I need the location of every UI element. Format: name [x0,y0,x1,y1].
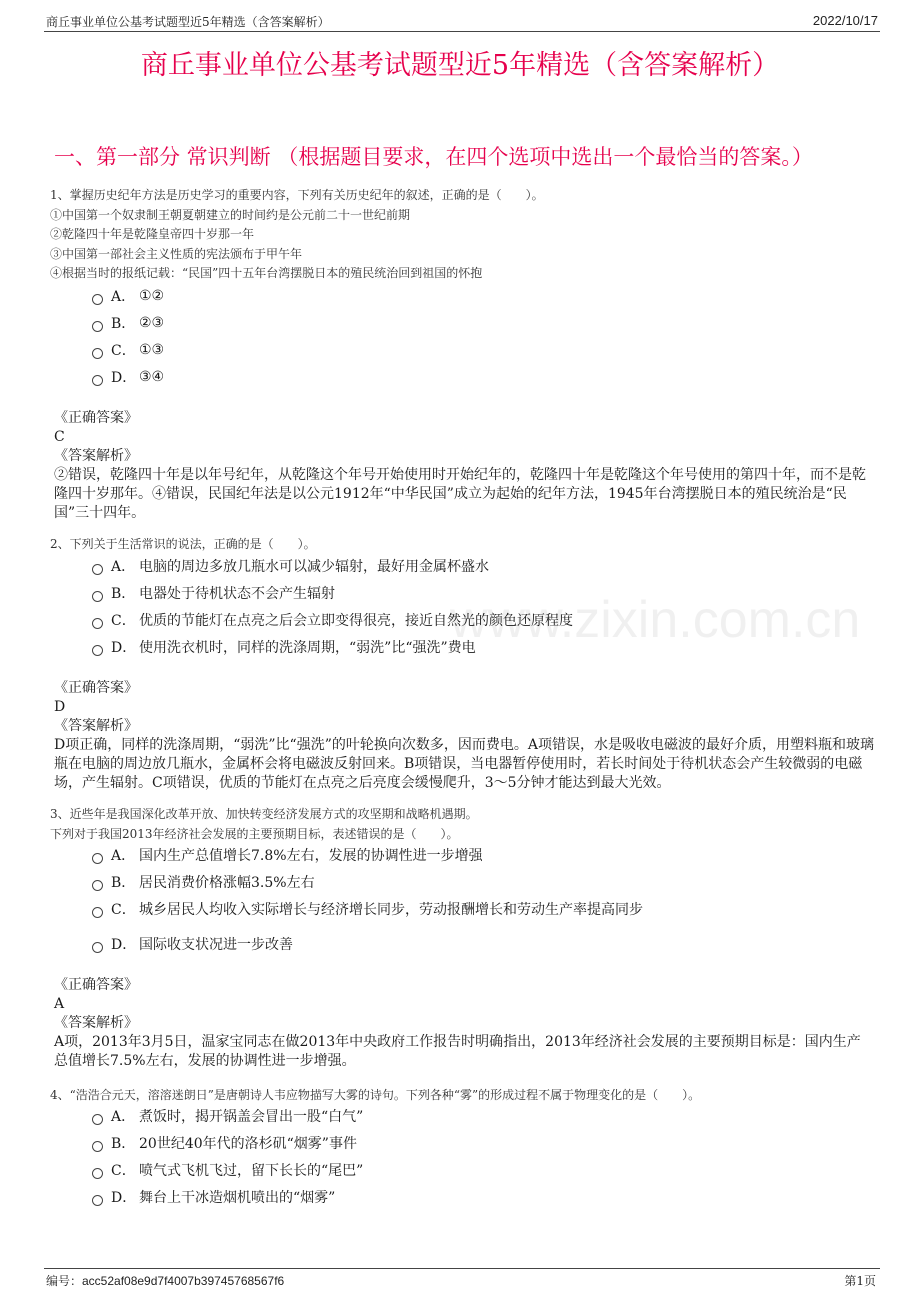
stem-line: 4、“浩浩合元天，溶溶迷朗日”是唐朝诗人韦应物描写大雾的诗句。下列各种“雾”的形成过程不属于物理变化的是（ ）。 [50,1088,701,1102]
option-c[interactable] [92,1159,363,1181]
option-letter: D． [111,370,137,386]
question-1-answer [54,409,874,523]
header-date: 2022/10/17 [812,13,878,28]
option-letter: B． [111,316,136,332]
radio-icon[interactable] [92,1114,103,1125]
radio-icon[interactable] [92,321,103,332]
stem-line: 2、下列关于生活常识的说法，正确的是（ ）。 [50,537,316,551]
option-a[interactable] [92,844,483,866]
option-letter: A． [111,559,136,575]
option-text: 电器处于待机状态不会产生辐射 [139,586,335,602]
radio-icon[interactable] [92,348,103,359]
option-letter: C． [111,902,136,918]
option-text: ②③ [139,315,165,331]
option-b[interactable] [92,312,164,334]
option-text: 优质的节能灯在点亮之后会立即变得很亮，接近自然光的颜色还原程度 [139,613,573,629]
stem-line: ①中国第一个奴隶制王朝夏朝建立的时间约是公元前二十一世纪前期 [50,207,411,222]
option-letter: C． [111,613,136,629]
option-text: ①③ [139,342,165,358]
question-2-stem [50,535,880,555]
option-text: 居民消费价格涨幅3.5%左右 [139,875,315,891]
radio-icon[interactable] [92,942,103,953]
footer-page-number: 第1页 [844,1274,876,1288]
page-title: 商丘事业单位公基考试题型近5年精选（含答案解析） [140,50,780,81]
header-doc-title: 商丘事业单位公基考试题型近5年精选（含答案解析） [46,15,330,29]
radio-icon[interactable] [92,645,103,656]
question-4-stem [50,1086,880,1106]
option-text: 使用洗衣机时，同样的洗涤周期，“弱洗”比“强洗”费电 [139,640,476,656]
option-d[interactable] [92,1186,335,1208]
question-3-stem [50,805,880,844]
option-text: 电脑的周边多放几瓶水可以减少辐射，最好用金属杯盛水 [139,559,489,575]
radio-icon[interactable] [92,294,103,305]
option-letter: D． [111,937,137,953]
option-d[interactable] [92,636,476,658]
question-2-answer [54,679,874,793]
option-b[interactable] [92,871,315,893]
option-text: 城乡居民人均收入实际增长与经济增长同步，劳动报酬增长和劳动生产率提高同步 [139,902,643,918]
explanation-label: 《答案解析》 [54,718,138,734]
stem-line: 1、掌握历史纪年方法是历史学习的重要内容，下列有关历史纪年的叙述，正确的是（ ）。 [50,188,544,202]
radio-icon[interactable] [92,591,103,602]
radio-icon[interactable] [92,907,103,918]
option-d[interactable] [92,933,293,955]
radio-icon[interactable] [92,375,103,386]
option-letter: A． [111,848,136,864]
option-letter: C． [111,343,136,359]
option-letter: B． [111,586,136,602]
radio-icon[interactable] [92,618,103,629]
option-text: 国内生产总值增长7.8%左右，发展的协调性进一步增强 [139,848,483,864]
option-c[interactable] [92,898,643,920]
correct-answer: A [54,996,65,1012]
explanation-label: 《答案解析》 [54,448,138,464]
stem-line: ③中国第一部社会主义性质的宪法颁布于甲午年 [50,246,303,261]
stem-line: 3、近些年是我国深化改革开放、加快转变经济发展方式的攻坚期和战略机遇期。 [50,807,478,821]
option-letter: A． [111,1109,136,1125]
option-a[interactable] [92,285,164,307]
radio-icon[interactable] [92,1168,103,1179]
option-text: 20世纪40年代的洛杉矶“烟雾”事件 [139,1136,357,1152]
radio-icon[interactable] [92,853,103,864]
explanation-text: D项正确，同样的洗涤周期，“弱洗”比“强洗”的叶轮换向次数多，因而费电。A项错误，水是吸收电磁波的最好介质，用塑料瓶和玻璃瓶在电脑的周边放几瓶水，金属杯会将电磁波反射回来。B项错误，当电器暂停使用时，若长时间处于待机状态会产生较微弱的电磁场，产生辐射。C项错误，优质的节能灯在点亮之后亮度会缓慢爬升，3～5分钟才能达到最大光效。 [54,737,874,791]
option-a[interactable] [92,1105,363,1127]
option-letter: D． [111,1190,137,1206]
question-1-stem [50,186,880,284]
correct-answer-label: 《正确答案》 [54,977,138,993]
option-text: ①② [139,288,165,304]
option-c[interactable] [92,609,573,631]
option-a[interactable] [92,555,489,577]
stem-line: 下列对于我国2013年经济社会发展的主要预期目标，表述错误的是（ ）。 [50,826,459,841]
correct-answer-label: 《正确答案》 [54,410,138,426]
page-header [0,0,920,33]
section-heading: 一、第一部分 常识判断 （根据题目要求，在四个选项中选出一个最恰当的答案。） [54,145,813,169]
option-letter: C． [111,1163,136,1179]
option-letter: B． [111,875,136,891]
option-c[interactable] [92,339,164,361]
option-letter: D． [111,640,137,656]
footer-code: 编号：acc52af08e9d7f4007b39745768567f6 [46,1274,285,1288]
header-divider [44,31,880,32]
option-text: ③④ [139,369,165,385]
explanation-label: 《答案解析》 [54,1015,138,1031]
option-text: 舞台上干冰造烟机喷出的“烟雾” [139,1190,336,1206]
footer-divider [44,1268,880,1269]
option-d[interactable] [92,366,164,388]
radio-icon[interactable] [92,564,103,575]
correct-answer: D [54,699,66,715]
stem-line: ④根据当时的报纸记载：“民国”四十五年台湾摆脱日本的殖民统治回到祖国的怀抱 [50,266,483,280]
option-letter: A． [111,289,136,305]
correct-answer: C [54,429,65,445]
explanation-text: A项，2013年3月5日，温家宝同志在做2013年中央政府工作报告时明确指出，2013年经济社会发展的主要预期目标是：国内生产总值增长7.5%左右，发展的协调性进一步增强。 [54,1034,861,1069]
option-text: 煮饭时，揭开锅盖会冒出一股“白气” [139,1109,364,1125]
explanation-text: ②错误，乾隆四十年是以年号纪年，从乾隆这个年号开始使用时开始纪年的，乾隆四十年是乾隆这个年号使用的第四十年，而不是乾隆四十岁那年。④错误，民国纪年法是以公元1912年“中华民国”成立为起始的纪年方法，1945年台湾摆脱日本的殖民统治是“民国”三十四年。 [54,467,866,521]
watermark: www.zixin.com.cn [450,591,861,649]
question-3-answer [54,976,874,1071]
option-b[interactable] [92,582,335,604]
radio-icon[interactable] [92,1195,103,1206]
option-letter: B． [111,1136,136,1152]
option-text: 喷气式飞机飞过，留下长长的“尾巴” [139,1163,364,1179]
stem-line: ②乾隆四十年是乾隆皇帝四十岁那一年 [50,227,255,241]
correct-answer-label: 《正确答案》 [54,680,138,696]
option-b[interactable] [92,1132,357,1154]
option-text: 国际收支状况进一步改善 [139,937,293,953]
radio-icon[interactable] [92,880,103,891]
radio-icon[interactable] [92,1141,103,1152]
